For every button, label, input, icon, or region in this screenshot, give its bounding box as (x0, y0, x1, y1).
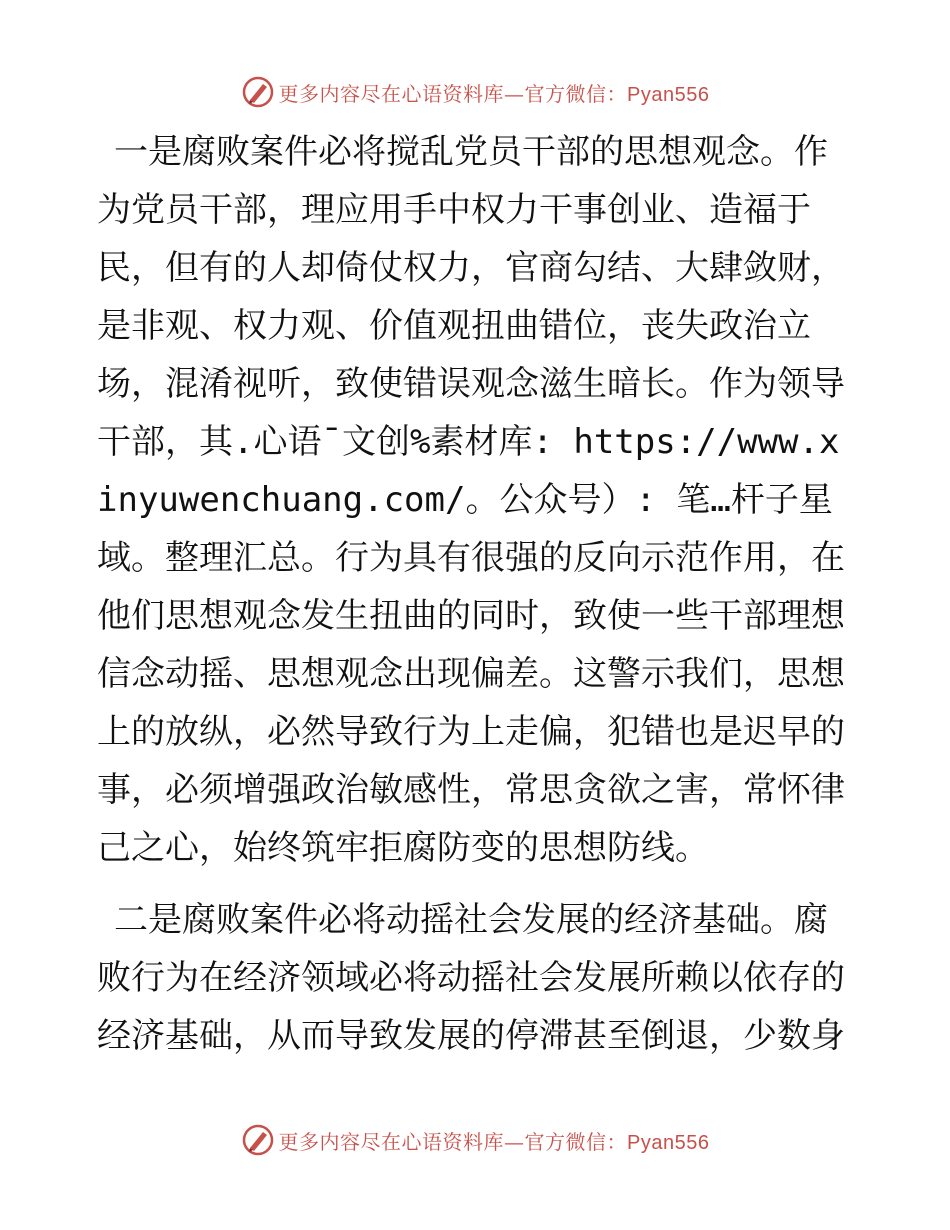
banner-main: 更多内容尽在心语资料库 (278, 81, 505, 106)
footer-watermark (0, 1120, 950, 1160)
banner-dash: — (504, 81, 525, 106)
pen-logo-icon (241, 75, 275, 109)
paragraph-2: 二是腐败案件必将动摇社会发展的经济基础。腐败行为在经济领域必将动摇社会发展所赖以依存的经济基础，从而导致发展的停滞甚至倒退，少数身 (97, 900, 845, 1056)
wechat-id: Pyan556 (627, 1131, 710, 1154)
banner-dash: — (504, 1129, 525, 1154)
document-body (97, 123, 857, 1065)
wechat-id: Pyan556 (627, 83, 710, 106)
banner-text (279, 1126, 710, 1155)
paragraph-1: 一是腐败案件必将搅乱党员干部的思想观念。作为党员干部，理应用手中权力干事创业、造福于民，但有的人却倚仗权力，官商勾结、大肆敛财，是非观、权力观、价值观扭曲错位，丧失政治立场，混淆视听，致使错误观念滋生暗长。作为领导干部，其.心语¯文创%素材库: https://www.xinyuwenchuang.com/。公众号）: 笔…杆子星域。整理汇总。行为具有很强的反向示范作用，在他们思想观念发生扭曲的同时，致使一些干部理想信念动摇、思想观念出现偏差。这警示我们，思想上的放纵，必然导致行为上走偏，犯错也是迟早的事，必须增强政治敏感性，常思贪欲之害，常怀律己之心，始终筑牢拒腐防变的思想防线。 (97, 132, 845, 868)
banner-label: 官方微信： (524, 1129, 628, 1154)
pen-logo-icon (241, 1123, 275, 1157)
banner-label: 官方微信： (524, 81, 628, 106)
banner-text (279, 78, 710, 107)
header-watermark (0, 72, 950, 112)
banner-main: 更多内容尽在心语资料库 (278, 1129, 505, 1154)
